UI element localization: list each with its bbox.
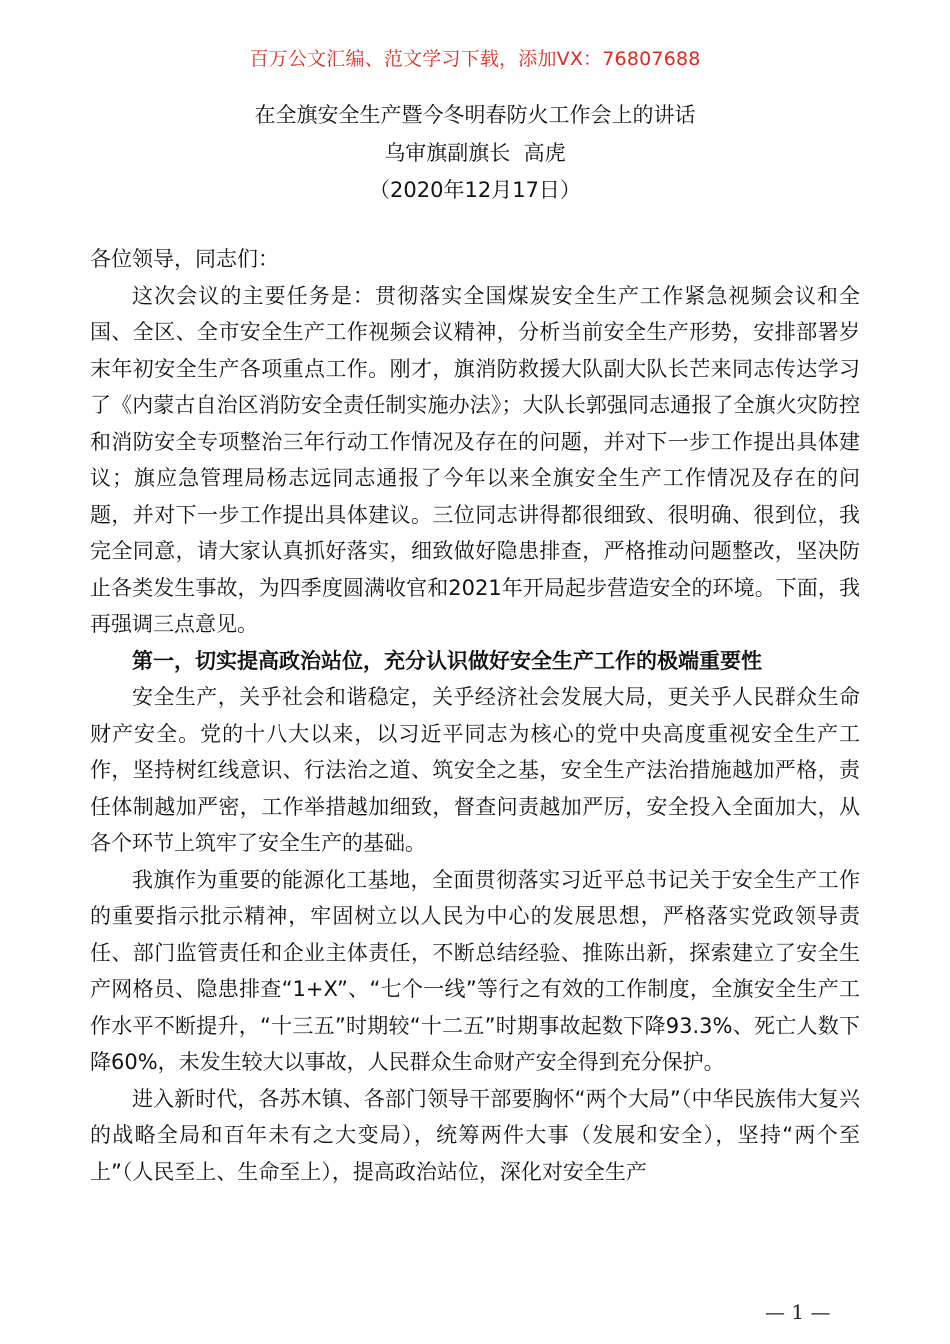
document-author: 乌审旗副旗长 高虎 [384, 141, 566, 165]
salutation: 各位领导，同志们： [90, 247, 279, 271]
page-number: — 1 — [765, 1300, 831, 1324]
watermark-banner: 百万公文汇编、范文学习下载，添加VX：76807688 [249, 48, 701, 70]
document-body [90, 241, 860, 1190]
document-title: 在全旗安全生产暨今冬明春防火工作会上的讲话 [254, 103, 696, 127]
paragraph: 安全生产，关乎社会和谐稳定，关乎经济社会发展大局，更关乎人民群众生命财产安全。党的十八大以来，以习近平同志为核心的党中央高度重视安全生产工作，坚持树红线意识、行法治之道、筑安全之基，安全生产法治措施越加严格，责任体制越加严密，工作举措越加细致，督查问责越加严厉，安全投入全面加大，从各个环节上筑牢了安全生产的基础。 [90, 685, 860, 855]
paragraph: 进入新时代，各苏木镇、各部门领导干部要胸怀“两个大局”（中华民族伟大复兴的战略全局和百年未有之大变局），统筹两件大事（发展和安全），坚持“两个至上”（人民至上、生命至上），提高政治站位，深化对安全生产 [90, 1086, 860, 1184]
paragraph: 我旗作为重要的能源化工基地，全面贯彻落实习近平总书记关于安全生产工作的重要指示批示精神，牢固树立以人民为中心的发展思想，严格落实党政领导责任、部门监管责任和企业主体责任，不断总结经验、推陈出新，探索建立了安全生产网格员、隐患排查“1+X”、“七个一线”等行之有效的工作制度，全旗安全生产工作水平不断提升，“十三五”时期较“十二五”时期事故起数下降93.3%、死亡人数下降60%，未发生较大以事故，人民群众生命财产安全得到充分保护。 [90, 867, 860, 1074]
document-date: （2020年12月17日） [369, 178, 581, 202]
paragraph: 这次会议的主要任务是：贯彻落实全国煤炭安全生产工作紧急视频会议和全国、全区、全市安全生产工作视频会议精神，分析当前安全生产形势，安排部署岁末年初安全生产各项重点工作。刚才，旗消防救援大队副大队长芒来同志传达学习了《内蒙古自治区消防安全责任制实施办法》；大队长郭强同志通报了全旗火灾防控和消防安全专项整治三年行动工作情况及存在的问题，并对下一步工作提出具体建议；旗应急管理局杨志远同志通报了今年以来全旗安全生产工作情况及存在的问题，并对下一步工作提出具体建议。三位同志讲得都很细致、很明确、很到位，我完全同意，请大家认真抓好落实，细致做好隐患排查，严格推动问题整改，坚决防止各类发生事故，为四季度圆满收官和2021年开局起步营造安全的环境。下面，我再强调三点意见。 [90, 283, 860, 636]
section-heading: 第一，切实提高政治站位，充分认识做好安全生产工作的极端重要性 [132, 648, 762, 673]
